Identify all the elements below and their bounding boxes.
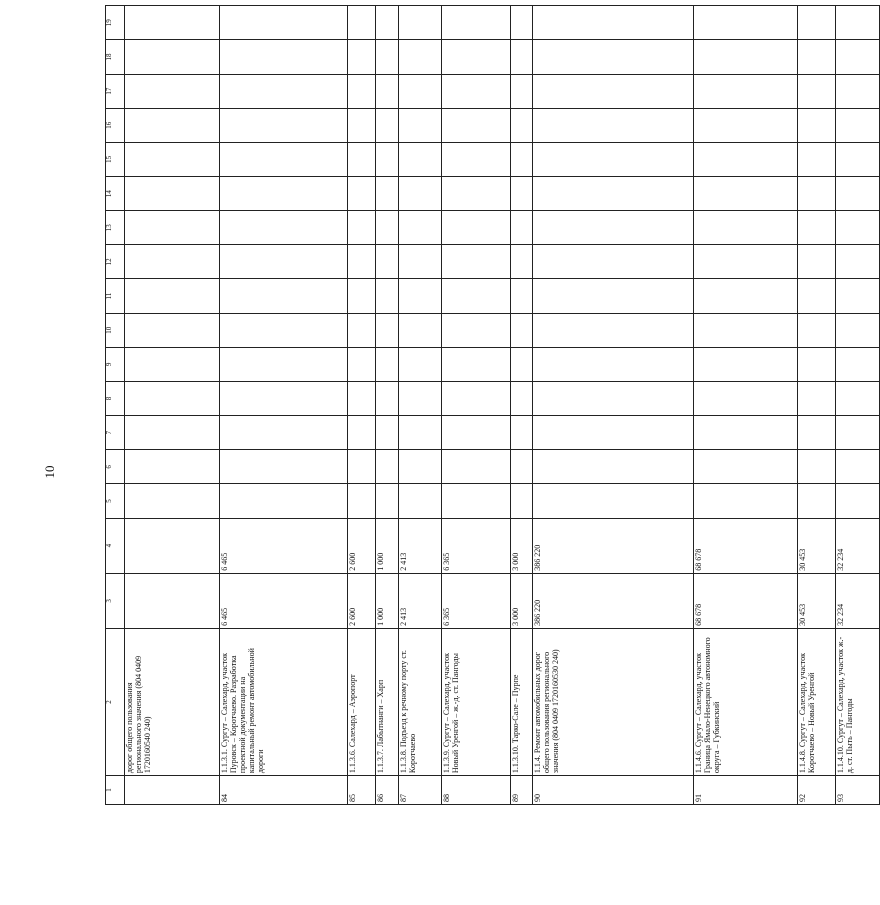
amount-total: 3 000 xyxy=(511,573,533,628)
empty-cell xyxy=(347,313,376,347)
empty-cell xyxy=(835,484,879,518)
empty-cell xyxy=(694,450,798,484)
empty-cell xyxy=(376,313,399,347)
amount-total: 30 453 xyxy=(798,573,836,628)
item-name: 1.1.3.1. Сургут – Салехард, участок Пуровск – Коротчаево. Разработка проектной документации на капитальный ремонт автомобильной дороги xyxy=(220,628,347,775)
empty-cell xyxy=(511,450,533,484)
empty-cell xyxy=(798,211,836,245)
empty-cell xyxy=(220,40,347,74)
empty-cell xyxy=(835,450,879,484)
empty-cell xyxy=(399,450,442,484)
empty-cell xyxy=(347,6,376,40)
empty-cell xyxy=(399,279,442,313)
empty-cell xyxy=(125,484,220,518)
empty-cell xyxy=(399,211,442,245)
empty-cell xyxy=(511,279,533,313)
empty-cell xyxy=(694,211,798,245)
empty-cell xyxy=(442,245,511,279)
empty-cell xyxy=(835,211,879,245)
empty-cell xyxy=(798,6,836,40)
amount-total: 32 234 xyxy=(835,573,879,628)
empty-cell xyxy=(694,347,798,381)
empty-cell xyxy=(399,40,442,74)
item-name: 1.1.4. Ремонт автомобильных дорог общего пользования регионального значения (804 0409 1720160530 240) xyxy=(533,628,694,775)
table-row xyxy=(376,6,399,805)
empty-cell xyxy=(220,450,347,484)
empty-cell xyxy=(798,313,836,347)
column-header: 18 xyxy=(106,40,125,74)
table-row xyxy=(347,6,376,805)
item-name: 1.1.3.10. Тарко-Сале – Пурпе xyxy=(511,628,533,775)
empty-cell xyxy=(399,381,442,415)
column-header: 19 xyxy=(106,6,125,40)
empty-cell xyxy=(798,381,836,415)
empty-cell xyxy=(442,142,511,176)
empty-cell xyxy=(511,416,533,450)
row-number: 93 xyxy=(835,776,879,805)
item-name: 1.1.3.8. Подъезд к речному порту ст. Коротчаево xyxy=(399,628,442,775)
empty-cell xyxy=(533,450,694,484)
empty-cell xyxy=(220,347,347,381)
empty-cell xyxy=(694,381,798,415)
empty-cell xyxy=(442,279,511,313)
empty-cell xyxy=(125,6,220,40)
amount-col4: 2 413 xyxy=(399,518,442,573)
empty-cell xyxy=(533,245,694,279)
empty-cell xyxy=(511,381,533,415)
empty-cell xyxy=(835,142,879,176)
empty-cell xyxy=(442,40,511,74)
empty-cell xyxy=(376,245,399,279)
item-name: 1.1.3.9. Сургут – Салехард, участок Новый Уренгой – ж.-д. ст. Пангоды xyxy=(442,628,511,775)
empty-cell xyxy=(511,40,533,74)
empty-cell xyxy=(347,74,376,108)
amount-col4: 30 453 xyxy=(798,518,836,573)
empty-cell xyxy=(376,211,399,245)
row-number: 92 xyxy=(798,776,836,805)
empty-cell xyxy=(533,484,694,518)
empty-cell xyxy=(694,40,798,74)
row-number: 91 xyxy=(694,776,798,805)
amount-total: 68 678 xyxy=(694,573,798,628)
column-header: 1 xyxy=(106,776,125,805)
column-header: 15 xyxy=(106,142,125,176)
amount-col4: 6 465 xyxy=(220,518,347,573)
empty-cell xyxy=(376,279,399,313)
amount-col4: 6 365 xyxy=(442,518,511,573)
column-header: 9 xyxy=(106,347,125,381)
empty-cell xyxy=(835,347,879,381)
empty-cell xyxy=(511,108,533,142)
empty-cell xyxy=(533,74,694,108)
empty-cell xyxy=(442,74,511,108)
empty-cell xyxy=(442,108,511,142)
empty-cell xyxy=(376,176,399,210)
empty-cell xyxy=(835,279,879,313)
empty-cell xyxy=(511,74,533,108)
amount-total: 386 220 xyxy=(533,573,694,628)
empty-cell xyxy=(376,450,399,484)
empty-cell xyxy=(442,450,511,484)
amount-total: 2 600 xyxy=(347,573,376,628)
empty-cell xyxy=(798,108,836,142)
empty-cell xyxy=(533,6,694,40)
table-row xyxy=(835,6,879,805)
table-row xyxy=(798,6,836,805)
empty-cell xyxy=(442,484,511,518)
row-number: 86 xyxy=(376,776,399,805)
empty-cell xyxy=(125,176,220,210)
empty-cell xyxy=(511,484,533,518)
empty-cell xyxy=(511,6,533,40)
empty-cell xyxy=(442,416,511,450)
empty-cell xyxy=(347,142,376,176)
empty-cell xyxy=(125,142,220,176)
empty-cell xyxy=(220,74,347,108)
item-name: 1.1.3.7. Лабытнанги – Харп xyxy=(376,628,399,775)
empty-cell xyxy=(399,176,442,210)
item-name: 1.1.3.6. Салехард – Аэропорт xyxy=(347,628,376,775)
row-number xyxy=(125,776,220,805)
amount-col4 xyxy=(125,518,220,573)
empty-cell xyxy=(347,108,376,142)
empty-cell xyxy=(511,245,533,279)
amount-total xyxy=(125,573,220,628)
empty-cell xyxy=(399,6,442,40)
empty-cell xyxy=(125,245,220,279)
amount-col4: 386 220 xyxy=(533,518,694,573)
empty-cell xyxy=(798,450,836,484)
empty-cell xyxy=(511,176,533,210)
empty-cell xyxy=(347,176,376,210)
empty-cell xyxy=(442,347,511,381)
empty-cell xyxy=(376,108,399,142)
column-header: 2 xyxy=(106,628,125,775)
empty-cell xyxy=(694,142,798,176)
empty-cell xyxy=(220,108,347,142)
empty-cell xyxy=(442,176,511,210)
amount-col4: 68 678 xyxy=(694,518,798,573)
empty-cell xyxy=(442,6,511,40)
empty-cell xyxy=(835,40,879,74)
empty-cell xyxy=(442,211,511,245)
empty-cell xyxy=(125,211,220,245)
empty-cell xyxy=(347,484,376,518)
empty-cell xyxy=(125,450,220,484)
empty-cell xyxy=(220,6,347,40)
empty-cell xyxy=(376,6,399,40)
item-name: 1.1.4.8. Сургут – Салехард, участок Коротчаево – Новый Уренгой xyxy=(798,628,836,775)
empty-cell xyxy=(220,484,347,518)
empty-cell xyxy=(399,484,442,518)
empty-cell xyxy=(399,313,442,347)
empty-cell xyxy=(694,74,798,108)
empty-cell xyxy=(798,176,836,210)
empty-cell xyxy=(125,279,220,313)
row-number: 89 xyxy=(511,776,533,805)
empty-cell xyxy=(220,211,347,245)
empty-cell xyxy=(347,347,376,381)
empty-cell xyxy=(835,381,879,415)
empty-cell xyxy=(376,142,399,176)
item-name: дорог общего пользования регионального значения (804 0409 1720160540 240) xyxy=(125,628,220,775)
column-header: 7 xyxy=(106,416,125,450)
empty-cell xyxy=(835,313,879,347)
amount-total: 6 365 xyxy=(442,573,511,628)
empty-cell xyxy=(533,176,694,210)
empty-cell xyxy=(220,245,347,279)
empty-cell xyxy=(125,40,220,74)
empty-cell xyxy=(399,245,442,279)
empty-cell xyxy=(533,279,694,313)
empty-cell xyxy=(798,416,836,450)
amount-col4: 3 000 xyxy=(511,518,533,573)
budget-table xyxy=(105,5,880,805)
column-header: 11 xyxy=(106,279,125,313)
empty-cell xyxy=(125,108,220,142)
empty-cell xyxy=(347,416,376,450)
column-header: 10 xyxy=(106,313,125,347)
empty-cell xyxy=(511,313,533,347)
amount-total: 1 000 xyxy=(376,573,399,628)
empty-cell xyxy=(125,74,220,108)
column-header: 6 xyxy=(106,450,125,484)
empty-cell xyxy=(533,313,694,347)
header-row xyxy=(106,6,125,805)
empty-cell xyxy=(347,450,376,484)
amount-col4: 2 600 xyxy=(347,518,376,573)
empty-cell xyxy=(220,313,347,347)
column-header: 3 xyxy=(106,573,125,628)
empty-cell xyxy=(511,142,533,176)
row-number: 84 xyxy=(220,776,347,805)
column-header: 14 xyxy=(106,176,125,210)
empty-cell xyxy=(694,484,798,518)
empty-cell xyxy=(220,416,347,450)
row-number: 87 xyxy=(399,776,442,805)
empty-cell xyxy=(347,381,376,415)
empty-cell xyxy=(442,313,511,347)
empty-cell xyxy=(511,347,533,381)
empty-cell xyxy=(376,40,399,74)
empty-cell xyxy=(798,74,836,108)
empty-cell xyxy=(399,347,442,381)
table-row xyxy=(220,6,347,805)
empty-cell xyxy=(347,279,376,313)
page-number: 10 xyxy=(42,465,57,479)
row-number: 90 xyxy=(533,776,694,805)
column-header: 16 xyxy=(106,108,125,142)
item-name: 1.1.4.6. Сургут – Салехард, участок Граница Ямало-Ненецкого автономного округа – Губкинский xyxy=(694,628,798,775)
empty-cell xyxy=(125,416,220,450)
empty-cell xyxy=(347,211,376,245)
empty-cell xyxy=(347,40,376,74)
empty-cell xyxy=(399,416,442,450)
amount-total: 2 413 xyxy=(399,573,442,628)
empty-cell xyxy=(376,347,399,381)
empty-cell xyxy=(694,416,798,450)
amount-total: 6 465 xyxy=(220,573,347,628)
row-number: 88 xyxy=(442,776,511,805)
column-header: 4 xyxy=(106,518,125,573)
empty-cell xyxy=(125,381,220,415)
empty-cell xyxy=(798,40,836,74)
amount-col4: 32 234 xyxy=(835,518,879,573)
row-number: 85 xyxy=(347,776,376,805)
empty-cell xyxy=(694,313,798,347)
item-name: 1.1.4.10. Сургут – Салехард, участок ж.-д. ст. Пыть – Пангоды xyxy=(835,628,879,775)
empty-cell xyxy=(533,108,694,142)
empty-cell xyxy=(694,176,798,210)
empty-cell xyxy=(220,279,347,313)
column-header: 17 xyxy=(106,74,125,108)
empty-cell xyxy=(125,313,220,347)
column-header: 12 xyxy=(106,245,125,279)
empty-cell xyxy=(376,381,399,415)
empty-cell xyxy=(376,416,399,450)
empty-cell xyxy=(442,381,511,415)
empty-cell xyxy=(694,245,798,279)
empty-cell xyxy=(694,108,798,142)
empty-cell xyxy=(533,416,694,450)
empty-cell xyxy=(835,245,879,279)
table-row xyxy=(694,6,798,805)
table-row xyxy=(125,6,220,805)
empty-cell xyxy=(798,347,836,381)
amount-col4: 1 000 xyxy=(376,518,399,573)
empty-cell xyxy=(835,6,879,40)
empty-cell xyxy=(533,381,694,415)
empty-cell xyxy=(220,142,347,176)
column-header: 8 xyxy=(106,381,125,415)
empty-cell xyxy=(125,347,220,381)
empty-cell xyxy=(694,279,798,313)
empty-cell xyxy=(533,142,694,176)
empty-cell xyxy=(376,74,399,108)
empty-cell xyxy=(694,6,798,40)
empty-cell xyxy=(798,279,836,313)
empty-cell xyxy=(798,484,836,518)
empty-cell xyxy=(835,176,879,210)
empty-cell xyxy=(399,108,442,142)
empty-cell xyxy=(533,40,694,74)
table-row xyxy=(533,6,694,805)
empty-cell xyxy=(798,142,836,176)
empty-cell xyxy=(835,416,879,450)
table-row xyxy=(442,6,511,805)
empty-cell xyxy=(399,74,442,108)
empty-cell xyxy=(511,211,533,245)
empty-cell xyxy=(533,211,694,245)
column-header: 13 xyxy=(106,211,125,245)
empty-cell xyxy=(798,245,836,279)
table-row xyxy=(511,6,533,805)
empty-cell xyxy=(835,108,879,142)
column-header: 5 xyxy=(106,484,125,518)
empty-cell xyxy=(533,347,694,381)
empty-cell xyxy=(347,245,376,279)
empty-cell xyxy=(399,142,442,176)
table-row xyxy=(399,6,442,805)
empty-cell xyxy=(376,484,399,518)
empty-cell xyxy=(220,381,347,415)
empty-cell xyxy=(220,176,347,210)
empty-cell xyxy=(835,74,879,108)
